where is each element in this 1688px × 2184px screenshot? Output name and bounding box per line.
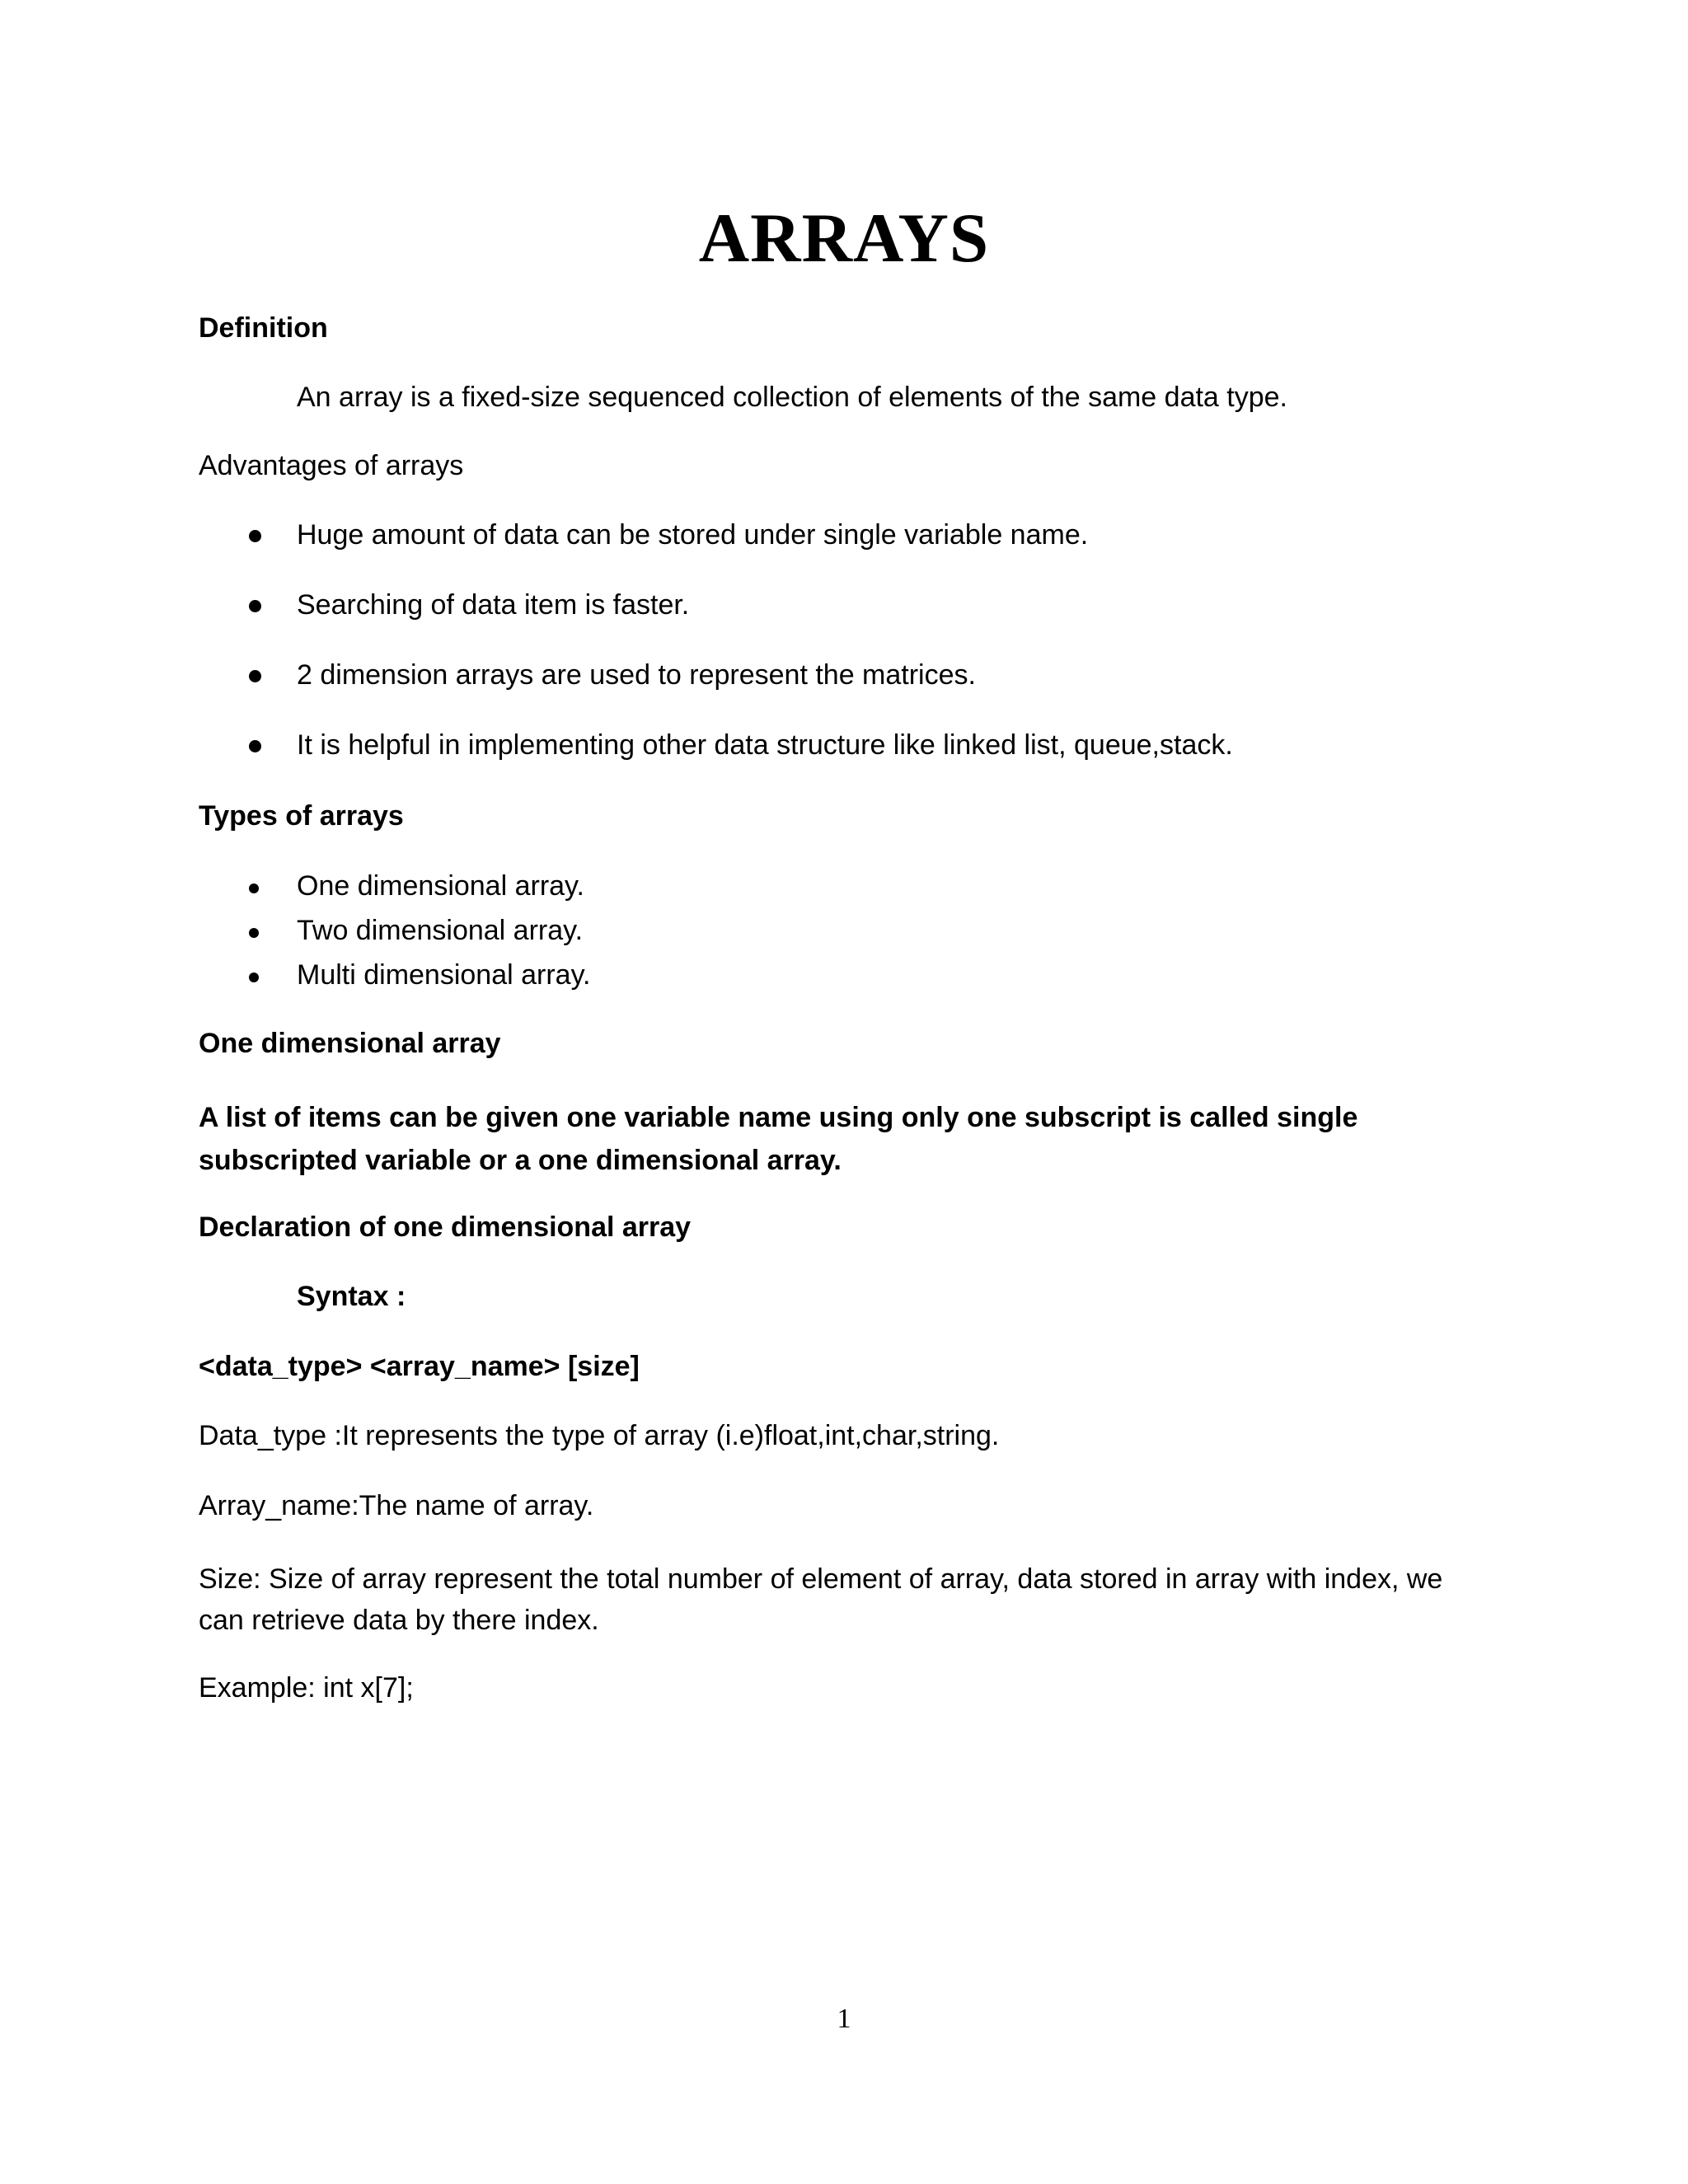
types-heading: Types of arrays — [199, 800, 404, 832]
advantage-item: Searching of data item is faster. — [297, 589, 690, 621]
advantage-item: 2 dimension arrays are used to represent the matrices. — [297, 659, 976, 691]
array-name-description: Array_name:The name of array. — [199, 1490, 594, 1521]
bullet-dot — [249, 727, 261, 761]
definition-heading: Definition — [199, 312, 328, 344]
declaration-heading: Declaration of one dimensional array — [199, 1212, 692, 1243]
syntax-label: Syntax : — [297, 1281, 406, 1312]
page-title: ARRAYS — [698, 199, 990, 277]
type-item: One dimensional array. — [297, 870, 584, 902]
bullet-dot — [249, 912, 259, 946]
example-text: Example: int x[7]; — [199, 1672, 414, 1704]
advantage-item: Huge amount of data can be stored under single variable name. — [297, 519, 1089, 551]
syntax-code: <data_type> <array_name> [size] — [199, 1351, 640, 1382]
one-dim-heading: One dimensional array — [199, 1028, 501, 1059]
type-item: Two dimensional array. — [297, 915, 584, 946]
bullet-dot — [249, 587, 261, 621]
data-type-description: Data_type :It represents the type of array (i.e)float,int,char,string. — [199, 1420, 1000, 1451]
advantages-heading: Advantages of arrays — [199, 450, 464, 481]
bullet-dot — [249, 957, 259, 991]
bullet-dot — [249, 868, 259, 902]
page-number: 1 — [837, 2004, 851, 2034]
definition-text: An array is a fixed-size sequenced collection of elements of the same data type. — [297, 382, 1287, 413]
size-description: Size: Size of array represent the total number of element of array, data stored in array with index, we can retrieve data by there index. — [199, 1563, 1443, 1636]
advantage-item: It is helpful in implementing other data structure like linked list, queue,stack. — [297, 729, 1233, 761]
bullet-dot — [249, 657, 261, 691]
one-dim-definition: A list of items can be given one variable name using only one subscript is called single subscripted variable or a one dimensional array. — [199, 1102, 1358, 1176]
bullet-dot — [249, 517, 261, 551]
type-item: Multi dimensional array. — [297, 959, 591, 991]
